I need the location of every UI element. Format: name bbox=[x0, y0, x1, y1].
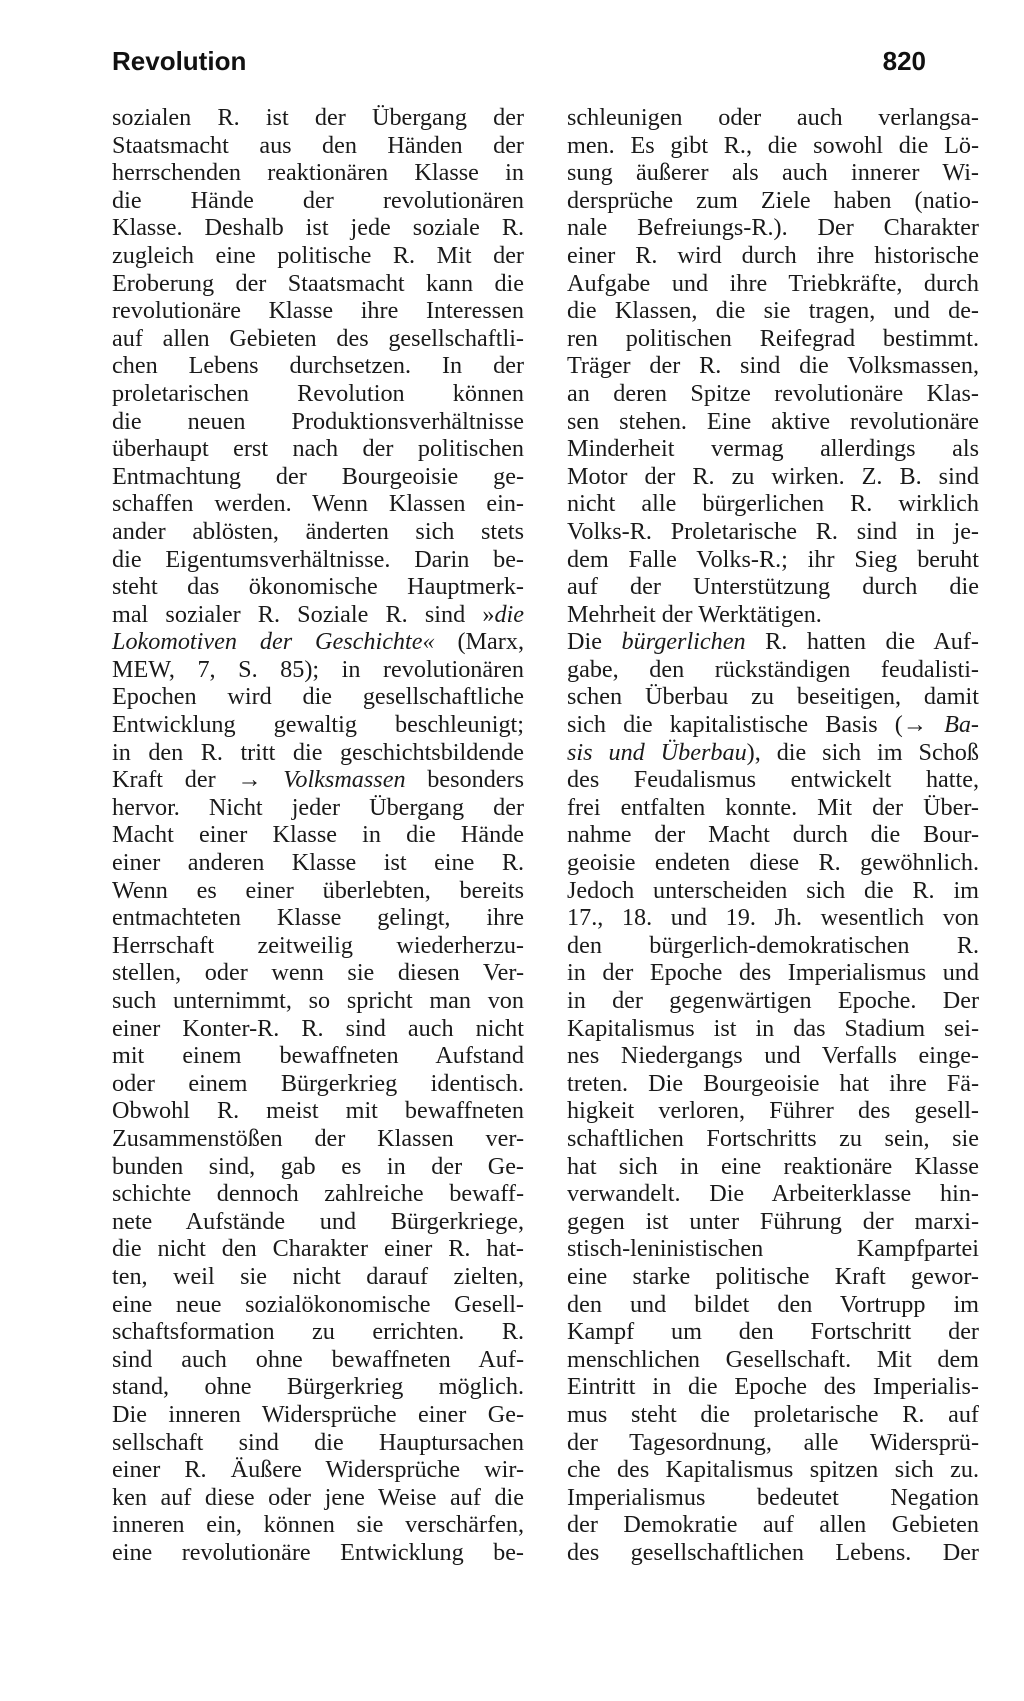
text-line: die Eigentumsverhältnisse. Darin be- bbox=[112, 545, 524, 573]
text-line: Jedoch unterscheiden sich die R. im bbox=[567, 876, 979, 904]
text-line: Entmachtung der Bourgeoisie ge- bbox=[112, 462, 524, 490]
text-line: Mehrheit der Werktätigen. bbox=[567, 600, 822, 628]
text-line: eine starke politische Kraft gewor- bbox=[567, 1262, 979, 1290]
text-line: sellschaft sind die Hauptursachen bbox=[112, 1428, 524, 1456]
text-line: Eintritt in die Epoche des Imperialis- bbox=[567, 1373, 979, 1401]
text-line: die neuen Produktionsverhältnisse bbox=[112, 407, 524, 435]
text-line: oder einem Bürgerkrieg identisch. bbox=[112, 1069, 524, 1097]
text-line: der Tagesordnung, alle Widersprü- bbox=[567, 1428, 979, 1456]
text-line: frei entfalten konnte. Mit der Über- bbox=[567, 793, 979, 821]
text-line: einer Konter-R. R. sind auch nicht bbox=[112, 1014, 524, 1042]
page-number: 820 bbox=[882, 46, 926, 76]
text-line: Aufgabe und ihre Triebkräfte, durch bbox=[567, 269, 979, 297]
text-line: der Demokratie auf allen Gebieten bbox=[567, 1511, 979, 1539]
text-line: einer anderen Klasse ist eine R. bbox=[112, 849, 524, 877]
text-line: überhaupt erst nach der politischen bbox=[112, 435, 524, 463]
text-line: proletarischen Revolution können bbox=[112, 379, 524, 407]
text-line: nes Niedergangs und Verfalls einge- bbox=[567, 1042, 979, 1070]
text-line: schleunigen oder auch verlangsa- bbox=[567, 104, 979, 131]
text-line: chen Lebens durchsetzen. In der bbox=[112, 352, 524, 380]
text-line: Herrschaft zeitweilig wiederherzu- bbox=[112, 931, 524, 959]
text-line: Die bürgerlichen R. hatten die Auf- bbox=[567, 628, 979, 656]
text-line: einer R. wird durch ihre historische bbox=[567, 241, 979, 269]
text-line: Volks-R. Proletarische R. sind in je- bbox=[567, 517, 979, 545]
text-line: nale Befreiungs-R.). Der Charakter bbox=[567, 214, 979, 242]
text-line: nete Aufstände und Bürgerkriege, bbox=[112, 1207, 524, 1235]
right-text-column bbox=[567, 104, 979, 1566]
text-line: sung äußerer als auch innerer Wi- bbox=[567, 159, 979, 187]
text-line: eine revolutionäre Entwicklung be- bbox=[112, 1538, 524, 1566]
text-line: ken auf diese oder jene Weise auf die bbox=[112, 1483, 524, 1511]
text-line: stand, ohne Bürgerkrieg möglich. bbox=[112, 1373, 524, 1401]
text-line: Minderheit vermag allerdings als bbox=[567, 435, 979, 463]
text-line: men. Es gibt R., die sowohl die Lö- bbox=[567, 131, 979, 159]
text-line: entmachteten Klasse gelingt, ihre bbox=[112, 904, 524, 932]
text-line: den bürgerlich-demokratischen R. bbox=[567, 931, 979, 959]
left-text-column bbox=[112, 104, 524, 1566]
text-line: dersprüche zum Ziele haben (natio- bbox=[567, 186, 979, 214]
text-line: bunden sind, gab es in der Ge- bbox=[112, 1152, 524, 1180]
text-line: eine neue sozialökonomische Gesell- bbox=[112, 1290, 524, 1318]
text-line: ander ablösten, änderten sich stets bbox=[112, 517, 524, 545]
text-line: treten. Die Bourgeoisie hat ihre Fä- bbox=[567, 1069, 979, 1097]
text-line: Kapitalismus ist in das Stadium sei- bbox=[567, 1014, 979, 1042]
text-line: inneren ein, können sie verschärfen, bbox=[112, 1511, 524, 1539]
text-line: in der Epoche des Imperialismus und bbox=[567, 959, 979, 987]
text-line: higkeit verloren, Führer des gesell- bbox=[567, 1097, 979, 1125]
text-line: menschlichen Gesellschaft. Mit dem bbox=[567, 1345, 979, 1373]
text-line: schaftsformation zu errichten. R. bbox=[112, 1318, 524, 1346]
text-line: auf der Unterstützung durch die bbox=[567, 573, 979, 601]
text-line: in den R. tritt die geschichtsbildende bbox=[112, 738, 524, 766]
text-line: des gesellschaftlichen Lebens. Der bbox=[567, 1538, 979, 1566]
text-line: Imperialismus bedeutet Negation bbox=[567, 1483, 979, 1511]
text-line: auf allen Gebieten des gesellschaftli- bbox=[112, 324, 524, 352]
text-line: Lokomotiven der Geschichte« (Marx, bbox=[112, 628, 524, 656]
running-head-term: Revolution bbox=[112, 46, 247, 76]
text-line: gegen ist unter Führung der marxi- bbox=[567, 1207, 979, 1235]
text-line: stisch-leninistischen Kampfpartei bbox=[567, 1235, 979, 1263]
text-line: die Klassen, die sie tragen, und de- bbox=[567, 297, 979, 325]
text-line: Zusammenstößen der Klassen ver- bbox=[112, 1124, 524, 1152]
text-line: schaftlichen Fortschritts zu sein, sie bbox=[567, 1124, 979, 1152]
text-line: verwandelt. Die Arbeiterklasse hin- bbox=[567, 1180, 979, 1208]
text-line: Macht einer Klasse in die Hände bbox=[112, 821, 524, 849]
text-line: sich die kapitalistische Basis (→ Ba- bbox=[567, 711, 979, 739]
text-line: hat sich in eine reaktionäre Klasse bbox=[567, 1152, 979, 1180]
text-line: dem Falle Volks-R.; ihr Sieg beruht bbox=[567, 545, 979, 573]
text-line: gabe, den rückständigen feudalisti- bbox=[567, 655, 979, 683]
text-line: Kraft der → Volksmassen besonders bbox=[112, 766, 524, 794]
text-line: Epochen wird die gesellschaftliche bbox=[112, 683, 524, 711]
text-line: nicht alle bürgerlichen R. wirklich bbox=[567, 490, 979, 518]
text-line: die Hände der revolutionären bbox=[112, 186, 524, 214]
text-line: mal sozialer R. Soziale R. sind »die bbox=[112, 600, 524, 628]
text-line: einer R. Äußere Widersprüche wir- bbox=[112, 1456, 524, 1484]
text-line: zugleich eine politische R. Mit der bbox=[112, 241, 524, 269]
text-line: such unternimmt, so spricht man von bbox=[112, 987, 524, 1014]
text-line: revolutionäre Klasse ihre Interessen bbox=[112, 297, 524, 325]
text-line: schichte dennoch zahlreiche bewaff- bbox=[112, 1180, 524, 1208]
text-line: Staatsmacht aus den Händen der bbox=[112, 131, 524, 159]
text-line: hervor. Nicht jeder Übergang der bbox=[112, 793, 524, 821]
text-line: herrschenden reaktionären Klasse in bbox=[112, 159, 524, 187]
text-line: mus steht die proletarische R. auf bbox=[567, 1400, 979, 1428]
text-line: des Feudalismus entwickelt hatte, bbox=[567, 766, 979, 794]
text-line: ren politischen Reifegrad bestimmt. bbox=[567, 324, 979, 352]
text-line: geoisie endeten diese R. gewöhnlich. bbox=[567, 849, 979, 877]
text-line: sind auch ohne bewaffneten Auf- bbox=[112, 1345, 524, 1373]
text-line: Eroberung der Staatsmacht kann die bbox=[112, 269, 524, 297]
text-line: sozialen R. ist der Übergang der bbox=[112, 104, 524, 131]
text-line: Entwicklung gewaltig beschleunigt; bbox=[112, 711, 524, 739]
text-line: Wenn es einer überlebten, bereits bbox=[112, 876, 524, 904]
text-line: sen stehen. Eine aktive revolutionäre bbox=[567, 407, 979, 435]
text-line: die nicht den Charakter einer R. hat- bbox=[112, 1235, 524, 1263]
page-header bbox=[112, 46, 926, 80]
text-line: den und bildet den Vortrupp im bbox=[567, 1290, 979, 1318]
text-line: che des Kapitalismus spitzen sich zu. bbox=[567, 1456, 979, 1484]
text-line: an deren Spitze revolutionäre Klas- bbox=[567, 379, 979, 407]
text-line: Träger der R. sind die Volksmassen, bbox=[567, 352, 979, 380]
text-line: in der gegenwärtigen Epoche. Der bbox=[567, 987, 979, 1014]
text-line: sis und Überbau), die sich im Schoß bbox=[567, 738, 979, 766]
text-line: MEW, 7, S. 85); in revolutionären bbox=[112, 655, 524, 683]
text-line: schaffen werden. Wenn Klassen ein- bbox=[112, 490, 524, 518]
text-line: stellen, oder wenn sie diesen Ver- bbox=[112, 959, 524, 987]
text-line: steht das ökonomische Hauptmerk- bbox=[112, 573, 524, 601]
text-line: ten, weil sie nicht darauf zielten, bbox=[112, 1262, 524, 1290]
text-line: Kampf um den Fortschritt der bbox=[567, 1318, 979, 1346]
text-line: nahme der Macht durch die Bour- bbox=[567, 821, 979, 849]
text-line: Klasse. Deshalb ist jede soziale R. bbox=[112, 214, 524, 242]
text-line: schen Überbau zu beseitigen, damit bbox=[567, 683, 979, 711]
text-line: Motor der R. zu wirken. Z. B. sind bbox=[567, 462, 979, 490]
text-line: Obwohl R. meist mit bewaffneten bbox=[112, 1097, 524, 1125]
text-line: mit einem bewaffneten Aufstand bbox=[112, 1042, 524, 1070]
text-line: 17., 18. und 19. Jh. wesentlich von bbox=[567, 904, 979, 932]
text-line: Die inneren Widersprüche einer Ge- bbox=[112, 1400, 524, 1428]
